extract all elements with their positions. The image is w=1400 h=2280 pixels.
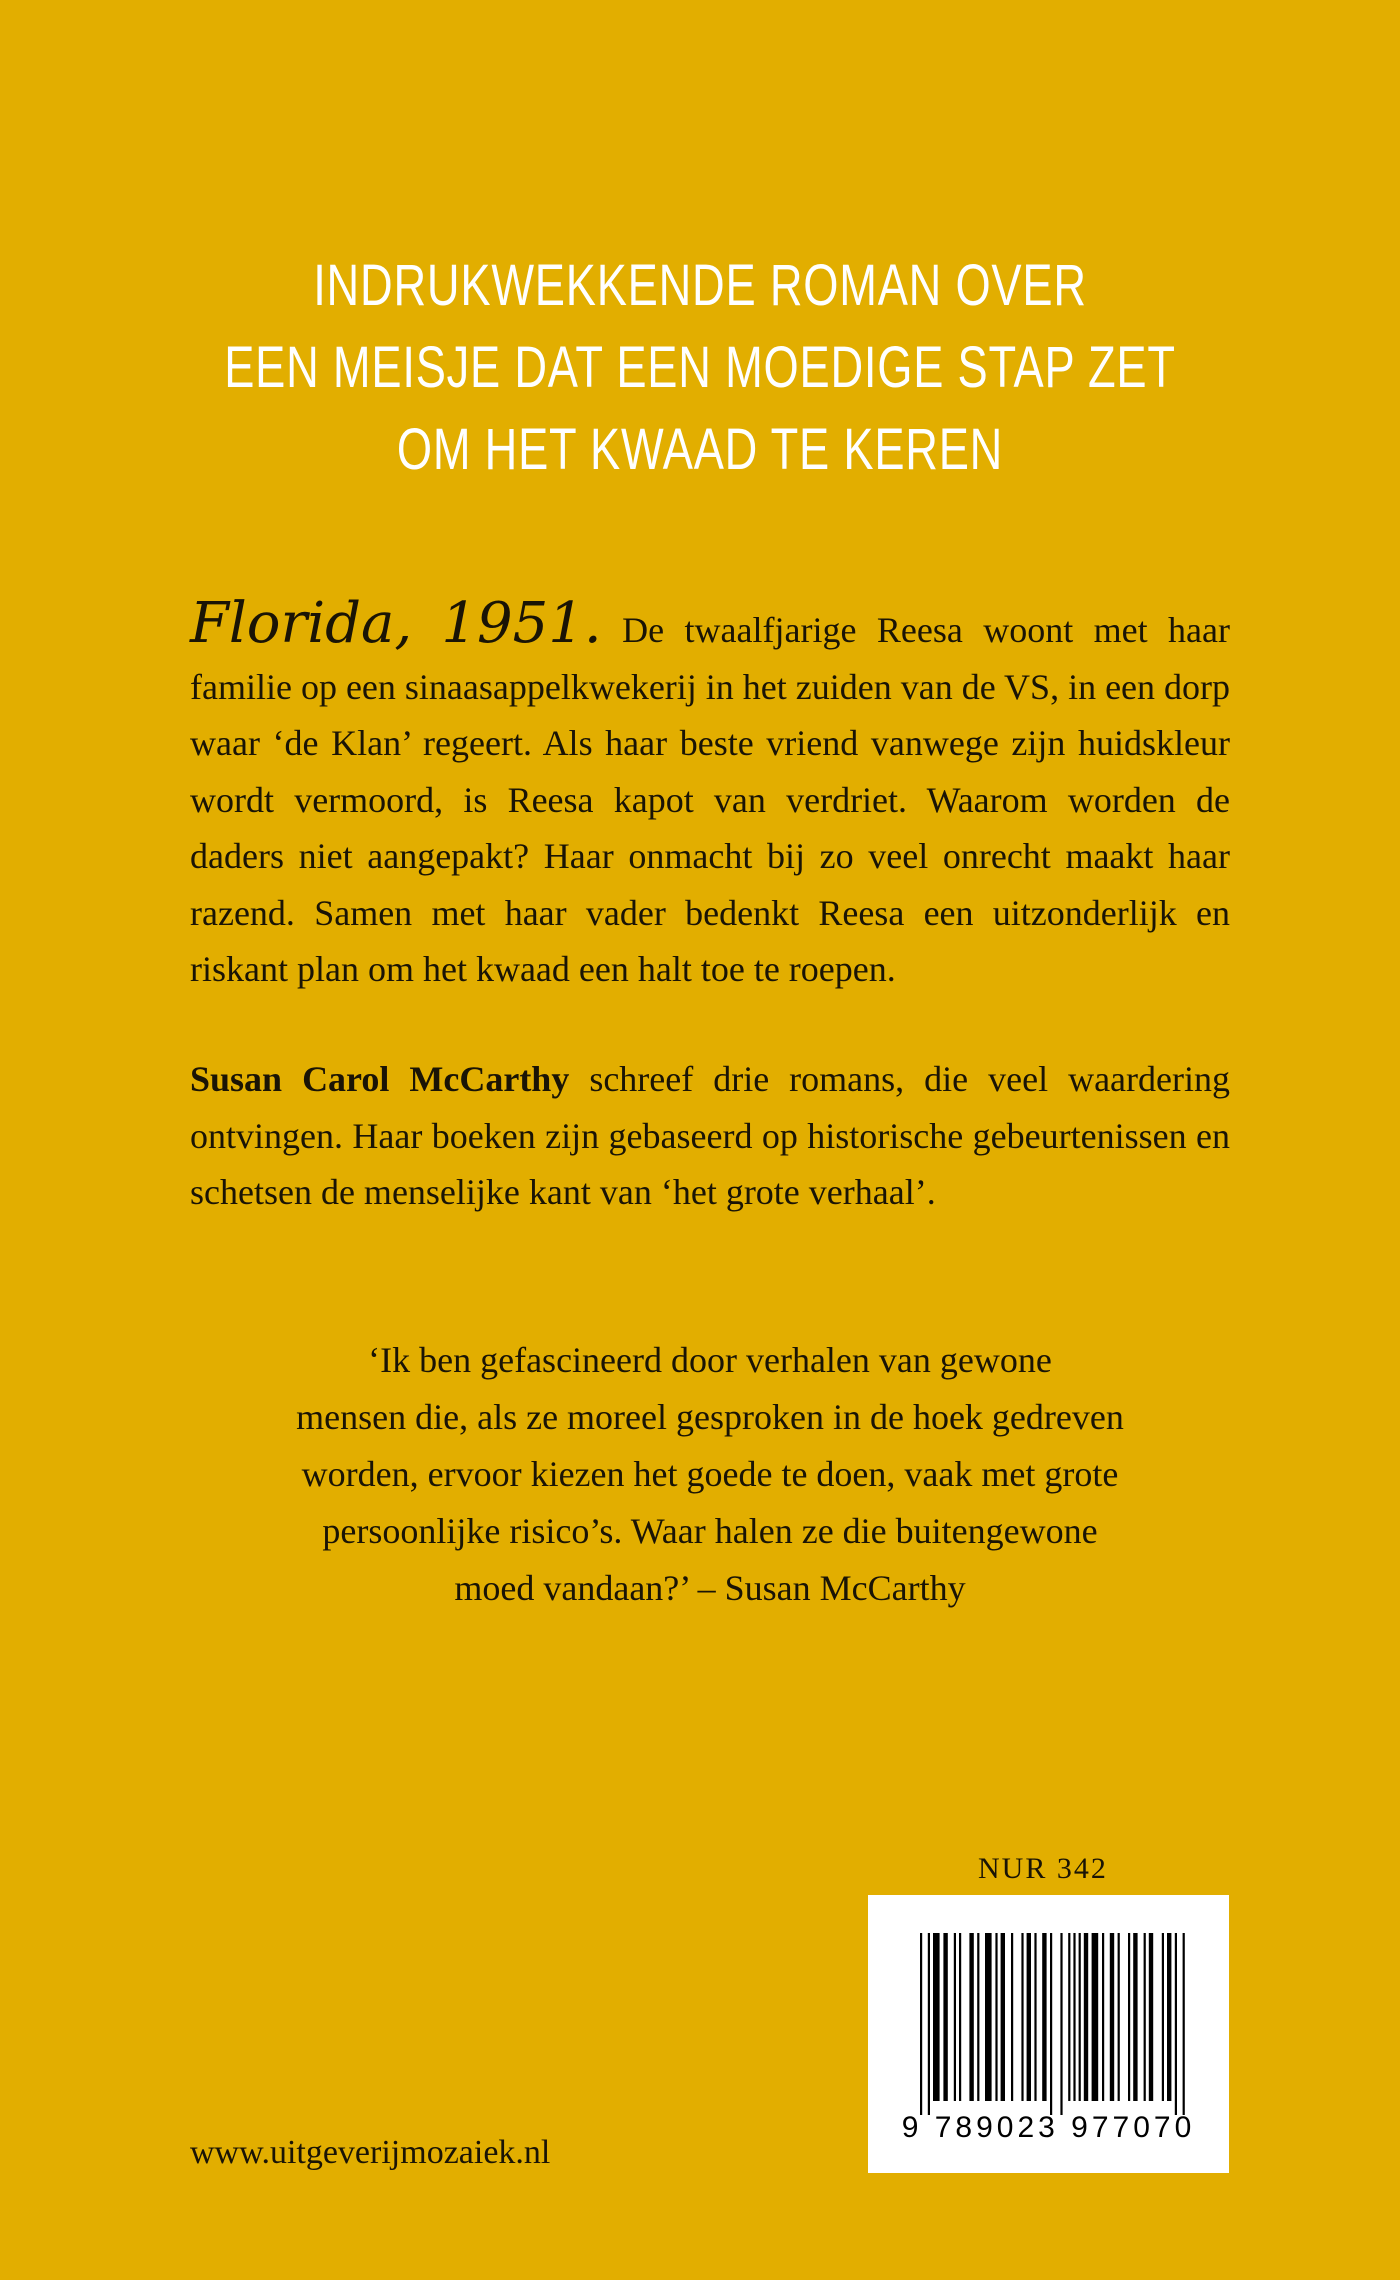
barcode-bar <box>1175 1933 1177 2115</box>
blurb-paragraph <box>190 591 1231 998</box>
barcode-bar <box>977 1933 979 2101</box>
barcode-bar <box>943 1933 947 2101</box>
author-bio-text: schreef drie romans, die veel waardering ontvingen. Haar boeken zijn gebaseerd op historische gebeurtenissen en schetsen de menselijke kant van ‘het grote verhaal’. <box>190 1059 1230 1212</box>
barcode-bar <box>933 1933 940 2101</box>
author-name: Susan Carol McCarthy <box>190 1059 570 1099</box>
barcode-bar <box>1042 1933 1046 2101</box>
publisher-website: www.uitgeverijmozaiek.nl <box>190 2134 551 2171</box>
barcode-bar <box>1084 1933 1088 2101</box>
barcode-bar <box>1011 1933 1013 2101</box>
barcode-bar <box>1128 1933 1130 2101</box>
isbn-barcode <box>868 1895 1229 2173</box>
quote-line-1: ‘Ik ben gefascineerd door verhalen van gewone <box>368 1340 1052 1380</box>
barcode-bar <box>985 1933 992 2101</box>
blurb-place-date: Florida, 1951. <box>190 591 602 656</box>
headline <box>154 245 1246 491</box>
headline-line-2: EEN MEISJE DAT EEN MOEDIGE STAP ZET <box>224 335 1176 400</box>
barcode-bar <box>1183 1933 1185 2115</box>
nur-code: NUR 342 <box>978 1852 1108 1885</box>
barcode-bar <box>1102 1933 1104 2101</box>
blurb-text: De twaalfjarige Reesa woont met haar familie op een sinaasappelkwekerij in het zuiden van de VS, in een dorp waar ‘de Klan’ regeert. Als haar beste vriend vanwege zijn huidskleur wordt vermoord, is Reesa kapot van verdriet. Waarom worden de daders niet aangepakt? Haar onmacht bij zo veel onrecht maakt haar razend. Samen met haar vader bedenkt Reesa een uitzonderlijk en riskant plan om het kwaad een halt toe te roepen. <box>190 610 1231 989</box>
barcode-bar <box>1118 1933 1120 2101</box>
barcode-bar <box>1079 1933 1081 2101</box>
barcode-bar <box>1133 1933 1137 2101</box>
blurb <box>190 591 1231 998</box>
quote-line-2: mensen die, als ze moreel gesproken in de hoek gedreven <box>296 1397 1124 1437</box>
quote-line-3: worden, ervoor kiezen het goede te doen, vaak met grote <box>301 1454 1119 1494</box>
barcode-bar <box>1068 1933 1070 2101</box>
barcode-bar <box>920 1933 922 2115</box>
barcode-bar <box>1110 1933 1114 2101</box>
quote-line-4: persoonlijke risico’s. Waar halen ze die buitengewone <box>322 1511 1098 1551</box>
quote-line-5: moed vandaan?’ – Susan McCarthy <box>454 1568 966 1608</box>
barcode-bar <box>995 1933 997 2101</box>
barcode-bar <box>1034 1933 1036 2101</box>
barcode-bar <box>1144 1933 1146 2101</box>
author-bio-paragraph <box>190 1051 1230 1221</box>
barcode-bar <box>1149 1933 1153 2101</box>
barcode-bar <box>928 1933 930 2115</box>
barcode-bar <box>1050 1933 1052 2115</box>
author-quote <box>190 1332 1230 1617</box>
headline-line-3: OM HET KWAAD TE KEREN <box>396 417 1004 482</box>
barcode-bar <box>1027 1933 1031 2101</box>
barcode-bar <box>1060 1933 1062 2115</box>
barcode-bar <box>959 1933 961 2101</box>
barcode-bar <box>1001 1933 1005 2101</box>
headline-line-1: INDRUKWEKKENDE ROMAN OVER <box>313 253 1087 318</box>
barcode-bar <box>1167 1933 1171 2101</box>
barcode-bar <box>969 1933 973 2101</box>
author-bio <box>190 1051 1230 1221</box>
barcode-bar <box>1021 1933 1023 2101</box>
isbn-number: 9 789023 977070 <box>901 2111 1196 2144</box>
barcode-bar <box>1092 1933 1099 2101</box>
barcode-bar <box>1073 1933 1075 2101</box>
barcode-bar <box>954 1933 956 2101</box>
barcode-bar <box>1162 1933 1164 2101</box>
